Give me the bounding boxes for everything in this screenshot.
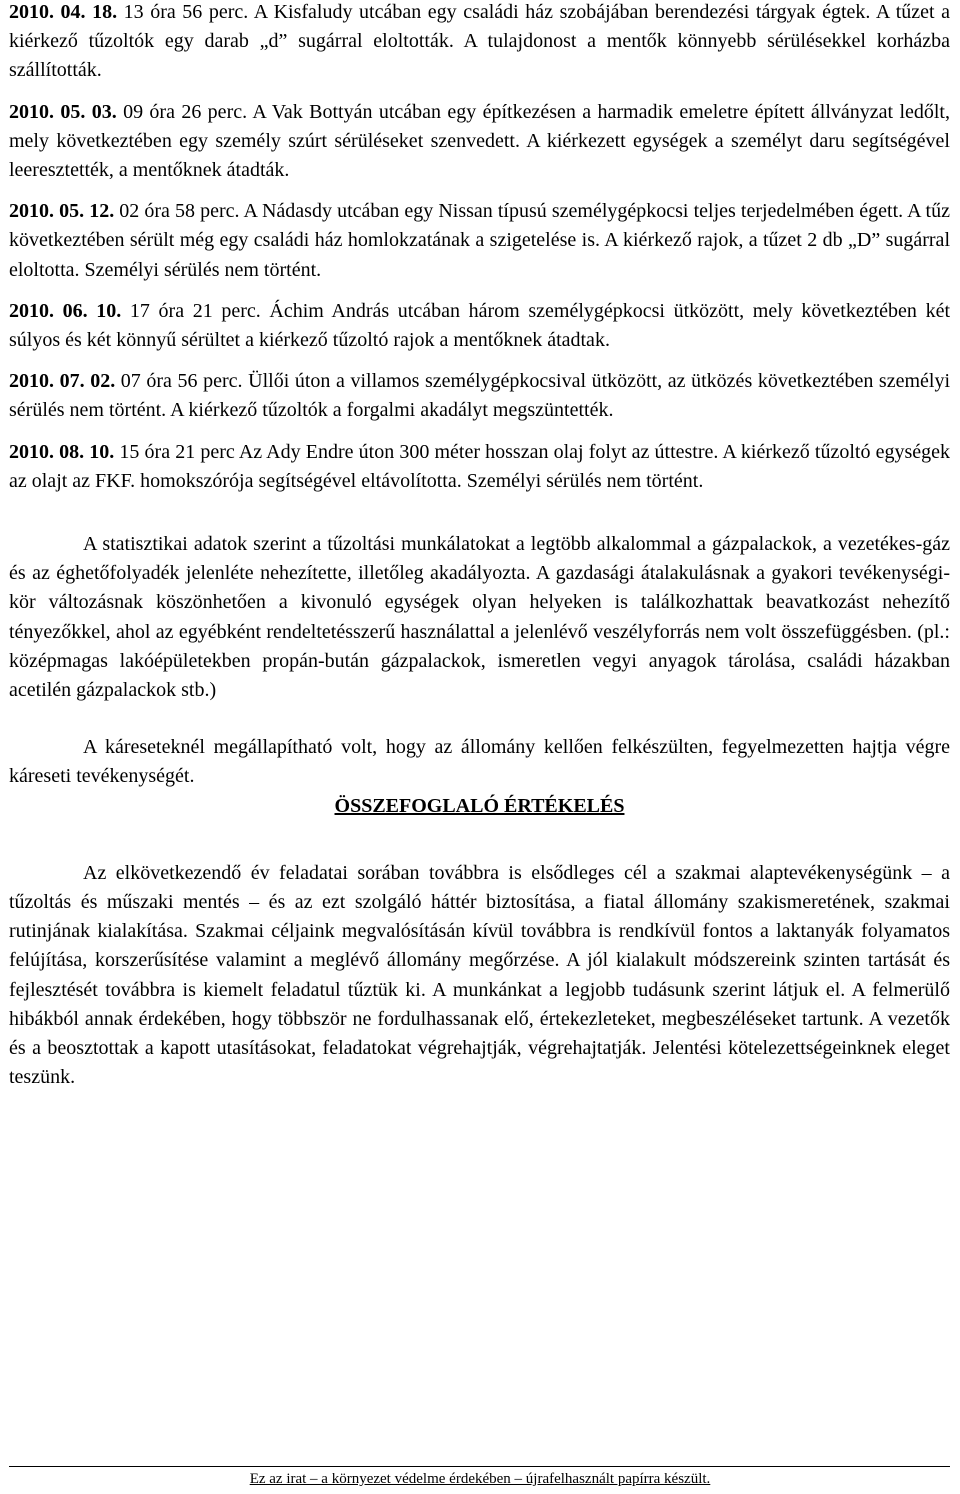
incident-entry xyxy=(9,0,950,86)
incident-date: 2010. 08. 10. xyxy=(9,440,115,463)
incident-entry xyxy=(9,367,950,425)
incident-text: 09 óra 26 perc. A Vak Bottyán utcában egy építkezésen a harmadik emeletre épített állványzat ledőlt, mely következtében egy személy szúrt sérüléseket szenvedett. A kiérkezett egységek a személyt daru segítségével leeresztették, a mentőknek átadták. xyxy=(9,100,950,182)
summary-title: ÖSSZEFOGLALÓ ÉRTÉKELÉS xyxy=(334,794,625,817)
incident-entry xyxy=(9,197,950,285)
document-page xyxy=(9,0,950,1093)
incident-text: 02 óra 58 perc. A Nádasdy utcában egy Nissan típusú személygépkocsi teljes terjedelmében égett. A tűz következtében sérült még egy családi ház homlokzatának a szigetelése is. A kiérkező rajok, a tűzet 2 db „D” sugárral eloltotta. Személyi sérülés nem történt. xyxy=(9,200,950,281)
incident-entry xyxy=(9,438,950,496)
incident-text: 13 óra 56 perc. A Kisfaludy utcában egy családi ház szobájában berendezési tárgyak égtek. A tűzet a kiérkező tűzoltók egy darab „d” sugárral eloltották. A tulajdonost a mentők könnyebb sérülésekkel korházba szállították. xyxy=(9,1,951,82)
footer-divider xyxy=(9,1466,950,1467)
conclusion-paragraph: A káreseteknél megállapítható volt, hogy az állomány kellően felkészülten, fegyelmezetten hajtja végre káreseti tevékenységét. xyxy=(9,736,950,788)
incident-text: 07 óra 56 perc. Üllői úton a villamos személygépkocsival ütközött, az ütközés következtében személyi sérülés nem történt. A kiérkező tűzoltók a forgalmi akadályt megszüntették. xyxy=(9,370,950,422)
page-footer: Ez az irat – a környezet védelme érdekében – újrafelhasznált papírra készült. xyxy=(249,1471,711,1487)
incident-date: 2010. 06. 10. xyxy=(9,299,122,322)
incident-date: 2010. 05. 12. xyxy=(9,200,115,223)
incident-entry xyxy=(9,98,950,186)
incident-entry xyxy=(9,297,950,355)
incident-date: 2010. 04. 18. xyxy=(9,1,118,23)
incident-date: 2010. 07. 02. xyxy=(9,370,116,393)
summary-paragraph: Az elkövetkezendő év feladatai sorában továbbra is elsődleges cél a szakmai alaptevékenységünk – a tűzoltás és műszaki mentés – és az ezt szolgáló háttér biztosítása, a fiatal állomány szakismeretének, szakmai rutinjának kialakítása. Szakmai céljaink megvalósításán kívül továbbra is rendkívül fontos a laktanyák folyamatos felújítása, korszerűsítése valamint a meglévő állomány megőrzése. A jól kialakult módszereink szinten tartását és fejlesztését továbbra is kiemelt feladatul tűztük ki. A munkánkat a legjobb tudásunk szerint látjuk el. A felmerülő hibákból annak érdekében, hogy többször ne fordulhassanak elő, értekezleteket, megbeszéléseket tartunk. A vezetők és a beosztottak a kapott utasításokat, feladatokat végrehajtják, végrehajtatják. Jelentési kötelezettségeinknek eleget teszünk. xyxy=(9,861,950,1089)
incident-text: 15 óra 21 perc Az Ady Endre úton 300 méter hosszan olaj folyt az úttestre. A kiérkező tűzoltó egységek az olajt az FKF. homokszórója segítségével eltávolította. Személyi sérülés nem történt. xyxy=(9,440,950,492)
incident-text: 17 óra 21 perc. Áchim András utcában három személygépkocsi ütközött, mely következtében két súlyos és két könnyű sérültet a kiérkező tűzoltó rajok a mentőknek átadtak. xyxy=(9,299,950,352)
stats-paragraph: A statisztikai adatok szerint a tűzoltási munkálatokat a legtöbb alkalommal a gázpalackok, a vezetékes-gáz és az éghetőfolyadék jelenléte nehezítette, illetőleg akadályozta. A gazdasági átalakulásnak a gyakori tevékenységi-kör változásnak köszönhetően a kivonuló egységek olyan helyeken is találkozhattak beavatkozást nehezítő tényezőkkel, ahol az egyébként rendeltetésszerű használattal a jelenlévő veszélyforrás nem volt összefüggésben. (pl.: középmagas lakóépületekben propán-bután gázpalackok, ismeretlen vegyi anyagok tárolása, családi házakban acetilén gázpalackok stb.) xyxy=(9,533,950,702)
incident-date: 2010. 05. 03. xyxy=(9,100,117,123)
